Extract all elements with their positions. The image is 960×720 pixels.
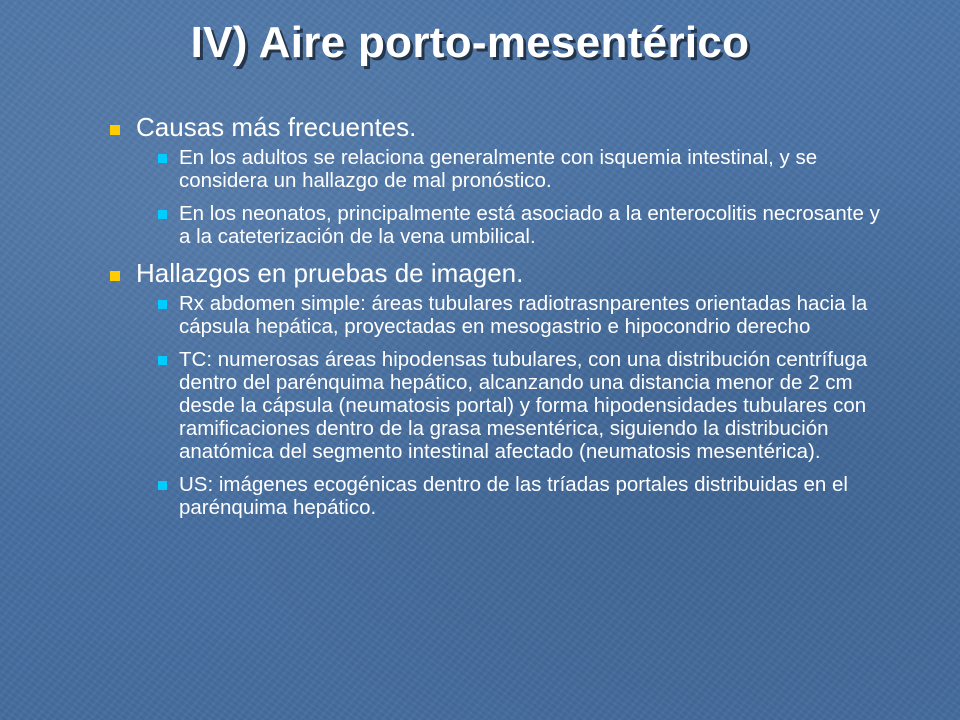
- section-heading: Causas más frecuentes.: [136, 112, 417, 142]
- list-item-text: Rx abdomen simple: áreas tubulares radiotrasnparentes orientadas hacia la cápsula hepática, proyectadas en mesogastrio e hipocondrio derecho: [179, 292, 868, 338]
- slide-title: IV) Aire porto-mesentérico: [190, 18, 750, 67]
- list-item: [136, 292, 896, 338]
- list-item: [136, 146, 896, 192]
- square-bullet-icon: [158, 210, 167, 219]
- slide-content: [106, 112, 896, 529]
- list-item-text: En los adultos se relaciona generalmente con isquemia intestinal, y se considera un hallazgo de mal pronóstico.: [179, 146, 818, 192]
- section-heading: Hallazgos en pruebas de imagen.: [136, 258, 524, 288]
- square-bullet-icon: [158, 356, 167, 365]
- list-item-text: En los neonatos, principalmente está asociado a la enterocolitis necrosante y a la cateterización de la vena umbilical.: [179, 202, 880, 248]
- list-item: [136, 348, 896, 463]
- square-bullet-icon: [110, 125, 120, 135]
- list-item-text: TC: numerosas áreas hipodensas tubulares, con una distribución centrífuga dentro del parénquima hepático, alcanzando una distancia menor de 2 cm desde la cápsula (neumatosis portal) y forma hipodensidades tubulares con ramificaciones dentro de la grasa mesentérica, siguiendo la distribución anatómica del segmento intestinal afectado (neumatosis mesentérica).: [179, 348, 868, 463]
- list-item-text: US: imágenes ecogénicas dentro de las tríadas portales distribuidas en el parénquima hepático.: [179, 473, 848, 519]
- square-bullet-icon: [158, 154, 167, 163]
- square-bullet-icon: [158, 300, 167, 309]
- square-bullet-icon: [158, 481, 167, 490]
- section-causas: [106, 112, 896, 248]
- list-item: [136, 473, 896, 519]
- section-hallazgos: [106, 258, 896, 519]
- square-bullet-icon: [110, 271, 120, 281]
- list-item: [136, 202, 896, 248]
